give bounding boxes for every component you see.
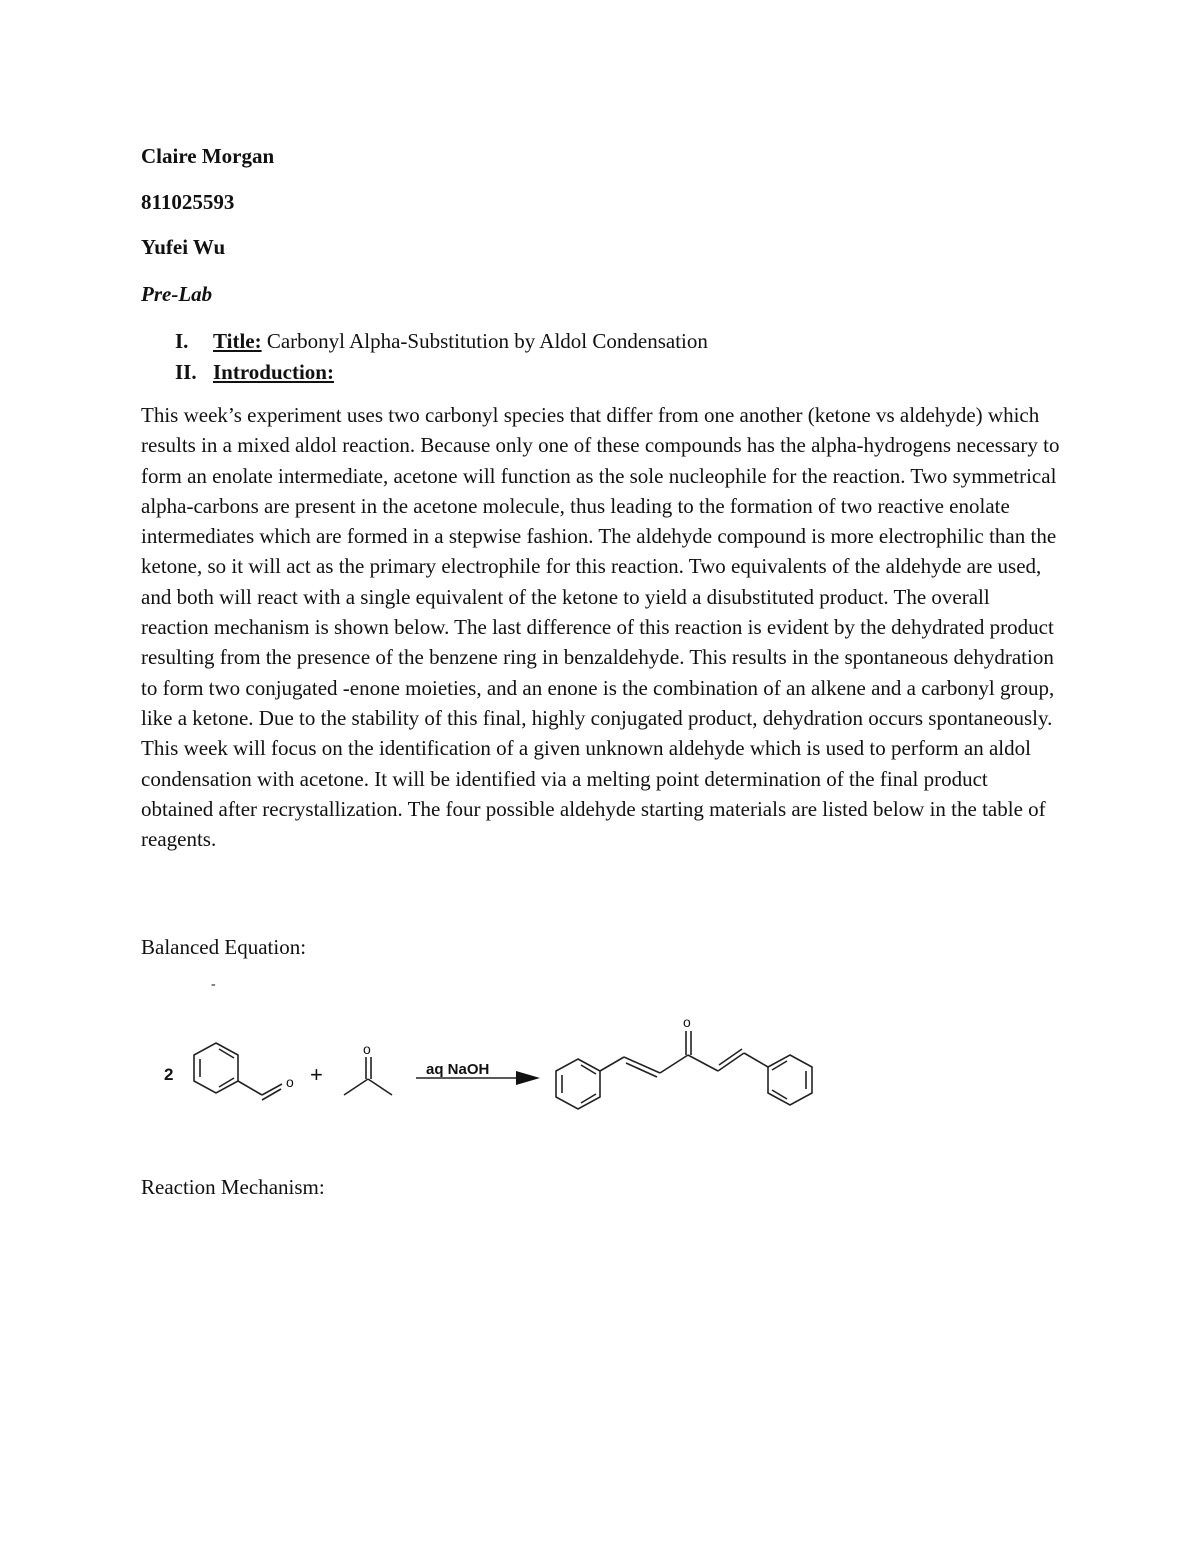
acetone-oxygen-label: o xyxy=(363,1041,371,1057)
plus-sign: + xyxy=(310,1062,323,1087)
reagent-label: aq NaOH xyxy=(426,1061,490,1078)
outline-numeral: II. xyxy=(175,360,197,384)
arrow-head xyxy=(516,1071,540,1085)
stray-mark: - xyxy=(211,977,216,992)
reaction-mechanism-caption: Reaction Mechanism: xyxy=(141,1175,325,1199)
outline-label: Introduction: xyxy=(213,360,334,384)
acetone-structure xyxy=(344,1079,368,1095)
coefficient-label: 2 xyxy=(164,1065,174,1084)
student-name: Claire Morgan xyxy=(141,144,275,168)
aldehyde-oxygen-label: o xyxy=(286,1074,294,1090)
partner-name: Yufei Wu xyxy=(141,235,226,259)
outline-item-title xyxy=(141,326,708,357)
student-id: 811025593 xyxy=(141,190,235,214)
reaction-equation-diagram xyxy=(150,1005,850,1125)
outline-text: Carbonyl Alpha-Substitution by Aldol Condensation xyxy=(261,329,708,353)
outline-list xyxy=(141,326,708,388)
product-oxygen-label: o xyxy=(683,1014,691,1030)
outline-item-introduction xyxy=(141,357,708,388)
outline-label: Title: xyxy=(213,329,262,353)
introduction-paragraph: This week’s experiment uses two carbonyl species that differ from one another (ketone vs aldehyde) which results in a mixed aldol reaction. Because only one of these compounds has the alpha-hydrogens necessary to form an enolate intermediate, acetone will function as the sole nucleophile for the reaction. Two symmetrical alpha-carbons are present in the acetone molecule, thus leading to the formation of two reactive enolate intermediates which are formed in a stepwise fashion. The aldehyde compound is more electrophilic than the ketone, so it will act as the primary electrophile for this reaction. Two equivalents of the aldehyde are used, and both will react with a single equivalent of the ketone to yield a disubstituted product. The overall reaction mechanism is shown below. The last difference of this reaction is evident by the dehydrated product resulting from the presence of the benzene ring in benzaldehyde. This results in the spontaneous dehydration to form two conjugated -enone moieties, and an enone is the combination of an alkene and a carbonyl group, like a ketone. Due to the stability of this final, highly conjugated product, dehydration occurs spontaneously. This week will focus on the identification of a given unknown aldehyde which is used to perform an aldol condensation with acetone. It will be identified via a melting point determination of the final product obtained after recrystallization. The four possible aldehyde starting materials are listed below in the table of reagents. xyxy=(141,403,1060,852)
outline-numeral: I. xyxy=(175,329,189,353)
section-heading: Pre-Lab xyxy=(141,282,213,306)
balanced-equation-caption: Balanced Equation: xyxy=(141,935,307,959)
